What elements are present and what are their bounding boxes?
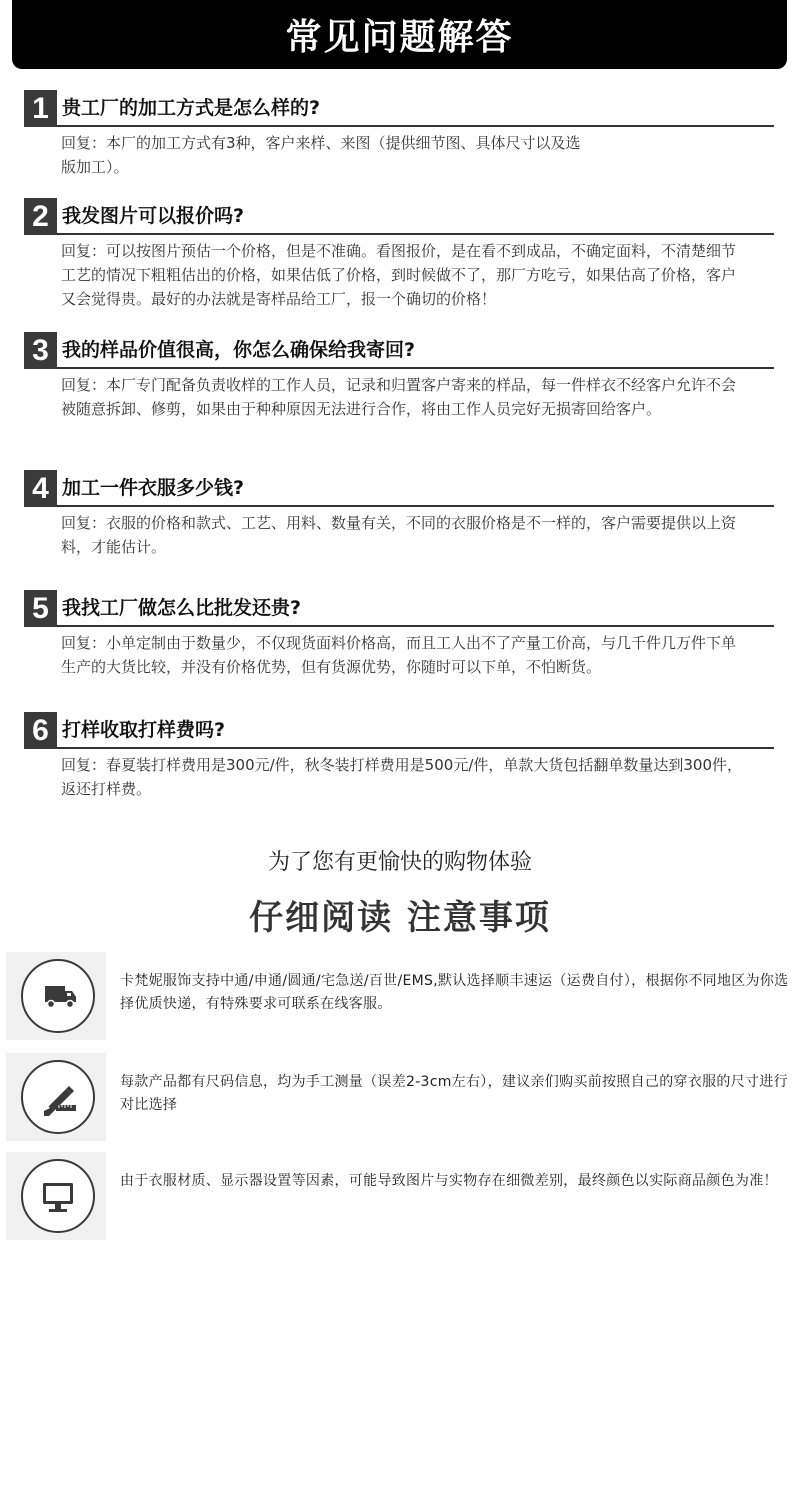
header-banner <box>12 0 787 69</box>
pencil-ruler-icon <box>21 1060 95 1134</box>
notice-icon-panel <box>6 1152 106 1240</box>
faq-item-2 <box>24 198 774 311</box>
faq-heading <box>24 590 774 627</box>
slogan-title: 仔细阅读 注意事项 <box>249 898 551 938</box>
faq-heading <box>24 712 774 749</box>
faq-divider <box>57 747 774 749</box>
faq-question: 打样收取打样费吗? <box>62 719 226 741</box>
notice-icon-panel <box>6 1053 106 1141</box>
faq-number: 3 <box>24 332 57 369</box>
notice-text: 每款产品都有尺码信息，均为手工测量（误差2-3cm左右），建议亲们购买前按照自己的穿衣服的尺寸进行对比选择 <box>120 1074 788 1113</box>
faq-question: 我的样品价值很高，你怎么确保给我寄回? <box>62 339 416 361</box>
slogan-subtitle: 为了您有更愉快的购物体验 <box>267 850 532 875</box>
truck-icon <box>21 959 95 1033</box>
faq-number: 4 <box>24 470 57 507</box>
faq-heading <box>24 198 774 235</box>
faq-answer: 回复：小单定制由于数量少，不仅现货面料价格高，而且工人出不了产量工价高，与几千件几万件下单生产的大货比较，并没有价格优势，但有货源优势，你随时可以下单，不怕断货。 <box>61 634 737 676</box>
faq-question: 加工一件衣服多少钱? <box>62 477 245 499</box>
monitor-icon <box>21 1159 95 1233</box>
faq-item-5 <box>24 590 774 679</box>
faq-item-1 <box>24 90 774 179</box>
faq-heading <box>24 90 774 127</box>
faq-divider <box>57 367 774 369</box>
page-title: 常见问题解答 <box>285 16 514 58</box>
notice-text: 由于衣服材质、显示器设置等因素，可能导致图片与实物存在细微差别，最终颜色以实际商品颜色为准！ <box>120 1173 778 1189</box>
faq-number: 6 <box>24 712 57 749</box>
faq-divider <box>57 505 774 507</box>
faq-divider <box>57 233 774 235</box>
faq-divider <box>57 125 774 127</box>
faq-heading <box>24 332 774 369</box>
notice-icon-panel <box>6 952 106 1040</box>
faq-answer: 回复：本厂专门配备负责收样的工作人员，记录和归置客户寄来的样品，每一件样衣不经客户允许不会被随意拆卸、修剪，如果由于种种原因无法进行合作，将由工作人员完好无损寄回给客户。 <box>61 376 737 418</box>
faq-question: 贵工厂的加工方式是怎么样的? <box>62 97 321 119</box>
faq-divider <box>57 625 774 627</box>
faq-answer: 回复：可以按图片预估一个价格，但是不准确。看图报价，是在看不到成品，不确定面料，不清楚细节工艺的情况下粗粗估出的价格，如果估低了价格，到时候做不了，那厂方吃亏，如果估高了价格，客户又会觉得贵。最好的办法就是寄样品给工厂，报一个确切的价格！ <box>61 242 737 308</box>
faq-item-6 <box>24 712 774 801</box>
faq-answer: 回复：本厂的加工方式有3种，客户来样、来图（提供细节图、具体尺寸以及选版加工）。 <box>61 134 581 176</box>
faq-heading <box>24 470 774 507</box>
faq-answer: 回复：春夏装打样费用是300元/件，秋冬装打样费用是500元/件，单款大货包括翻单数量达到300件，返还打样费。 <box>61 756 743 798</box>
faq-item-4 <box>24 470 774 559</box>
faq-question: 我发图片可以报价吗? <box>62 205 245 227</box>
faq-item-3 <box>24 332 774 421</box>
faq-number: 1 <box>24 90 57 127</box>
notice-text: 卡梵妮服饰支持中通/申通/圆通/宅急送/百世/EMS,默认选择顺丰速运（运费自付），根据你不同地区为你选择优质快递，有特殊要求可联系在线客服。 <box>120 973 789 1012</box>
faq-number: 2 <box>24 198 57 235</box>
faq-number: 5 <box>24 590 57 627</box>
faq-answer: 回复：衣服的价格和款式、工艺、用料、数量有关，不同的衣服价格是不一样的，客户需要提供以上资料，才能估计。 <box>61 514 737 556</box>
faq-question: 我找工厂做怎么比批发还贵? <box>62 597 302 619</box>
